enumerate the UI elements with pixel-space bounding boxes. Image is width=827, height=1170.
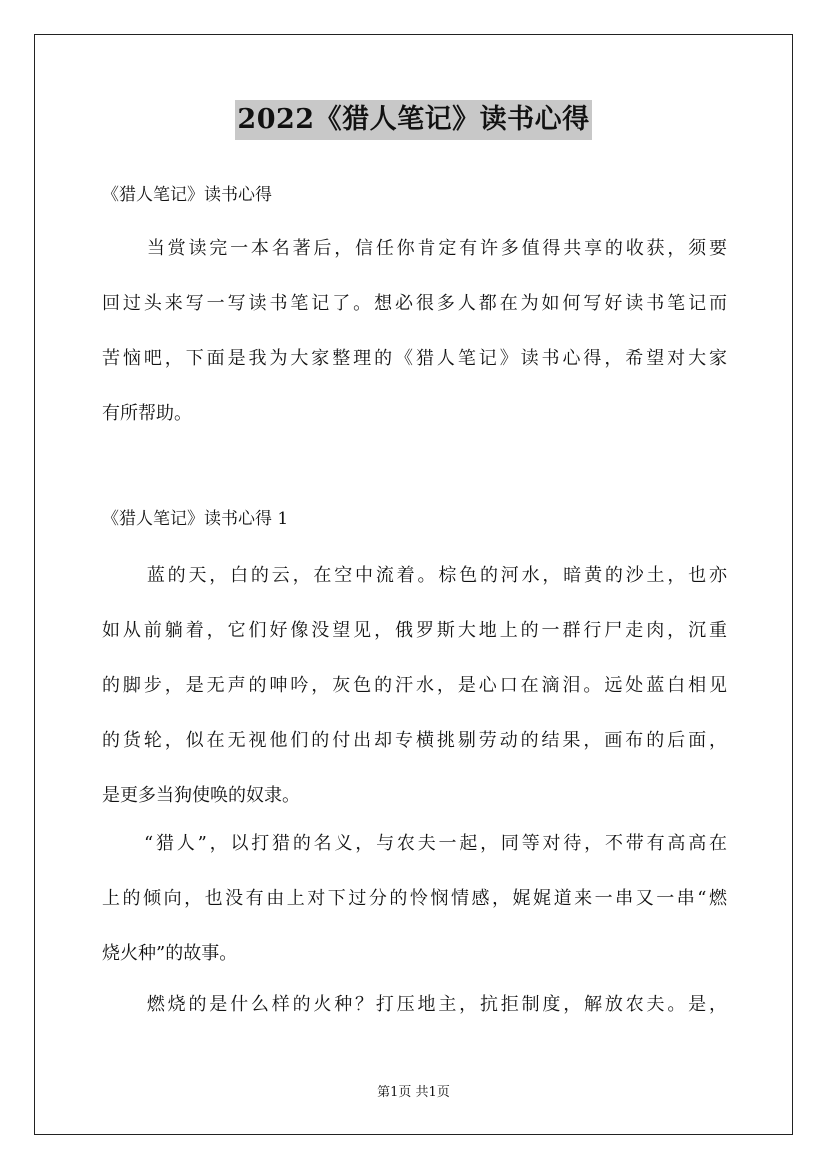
paragraph-line: 的脚步，是无声的呻吟，灰色的汗水，是心口在滴泪。远处蓝白相见: [102, 675, 727, 696]
paragraph-line: 是更多当狗使唤的奴隶。: [102, 785, 300, 806]
paragraph-line: 的货轮，似在无视他们的付出却专横挑剔劳动的结果，画布的后面，: [102, 730, 727, 751]
paragraph-line: 蓝的天，白的云，在空中流着。棕色的河水，暗黄的沙土，也亦: [144, 565, 727, 586]
paragraph-line: 有所帮助。: [102, 403, 192, 424]
body-paragraph-2: [102, 816, 727, 981]
page-footer: 第1页 共1页: [377, 1085, 450, 1100]
paragraph-line: “猎人”，以打猎的名义，与农夫一起，同等对待，不带有高高在: [144, 833, 727, 854]
paragraph-line: 苦恼吧，下面是我为大家整理的《猎人笔记》读书心得，希望对大家: [102, 348, 727, 369]
paragraph-line: 烧火种”的故事。: [102, 943, 238, 964]
paragraph-line: 当赏读完一本名著后，信任你肯定有许多值得共享的收获，须要: [144, 238, 727, 259]
section-heading: 《猎人笔记》读书心得 1: [102, 509, 289, 529]
paragraph-line: 如从前躺着，它们好像没望见，俄罗斯大地上的一群行尸走肉，沉重: [102, 620, 727, 641]
body-paragraph-3: [102, 977, 727, 1032]
paragraph-line: 上的倾向，也没有由上对下过分的怜悯情感，娓娓道来一串又一串“燃: [102, 888, 727, 909]
paragraph-line: 燃烧的是什么样的火种？打压地主，抗拒制度，解放农夫。是，: [144, 994, 727, 1015]
title-container: [0, 100, 827, 140]
paragraph-line: 回过头来写一写读书笔记了。想必很多人都在为如何写好读书笔记而: [102, 293, 727, 314]
document-title: 2022《猎人笔记》读书心得: [235, 100, 591, 140]
body-paragraph-1: [102, 548, 727, 823]
section-heading: 《猎人笔记》读书心得: [102, 185, 272, 205]
intro-paragraph: [102, 221, 727, 441]
